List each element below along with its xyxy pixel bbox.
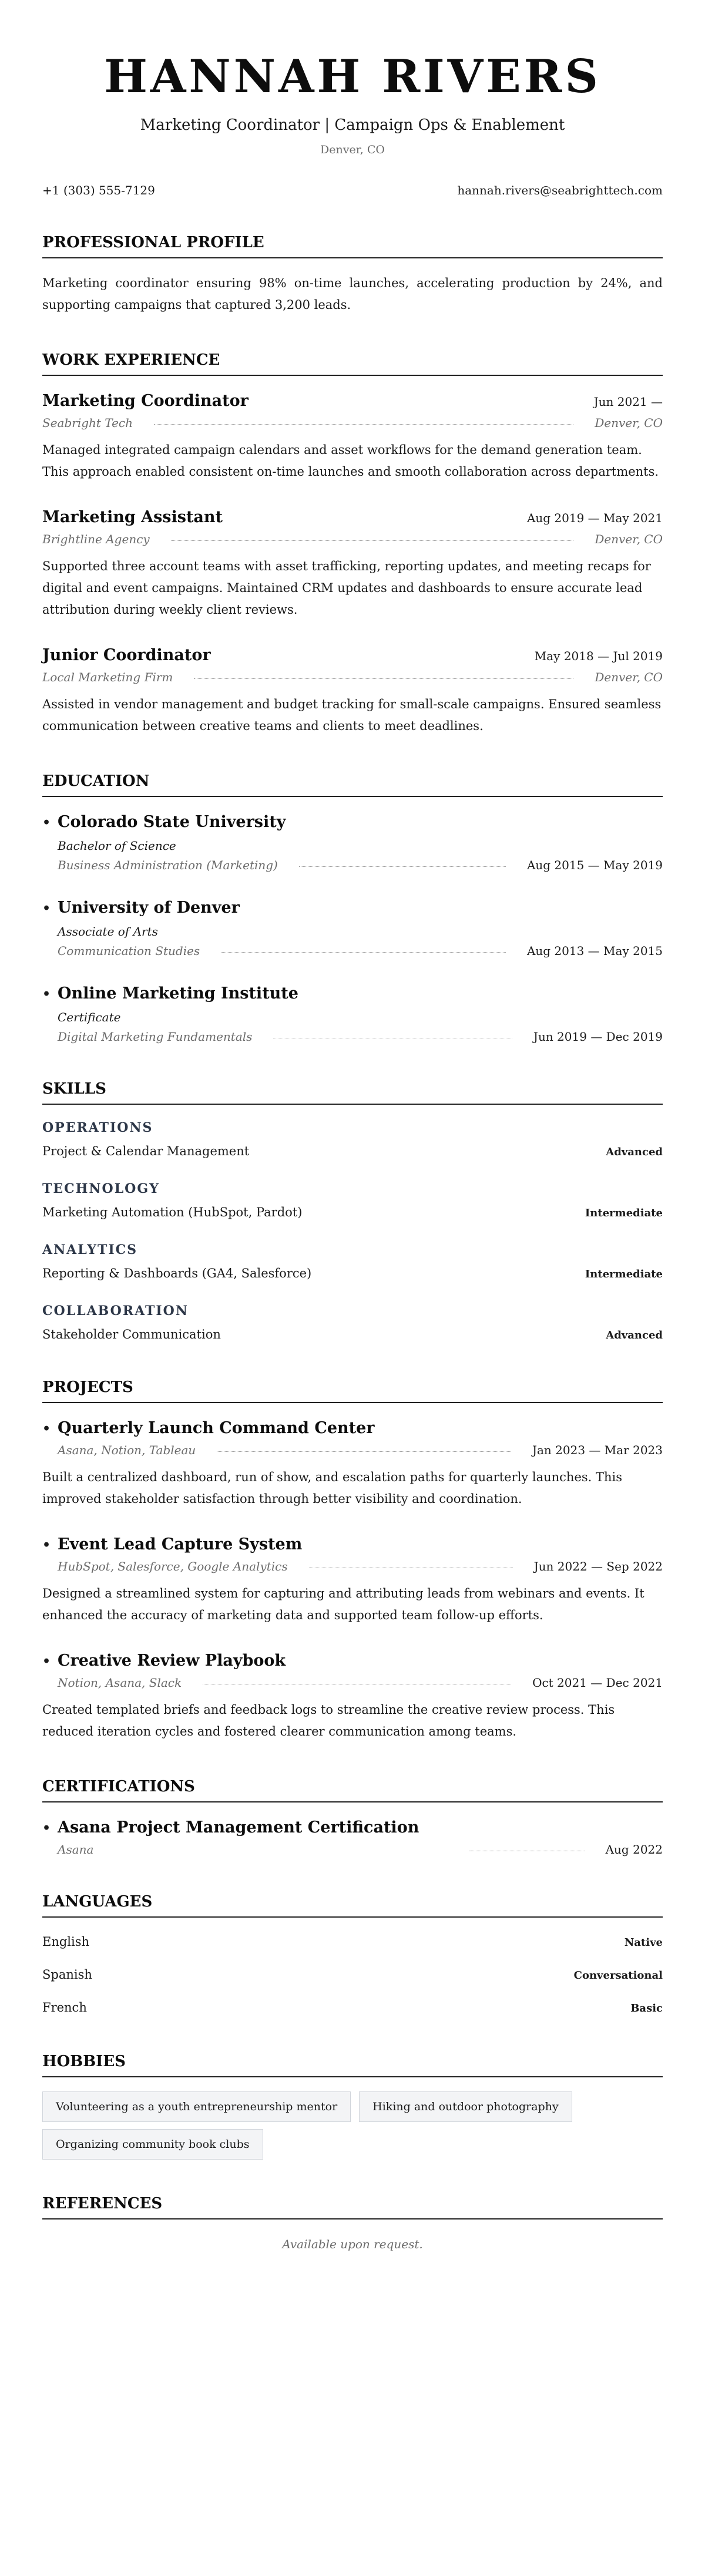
project-item <box>42 1534 663 1626</box>
certification-issuer: Asana <box>58 1842 94 1857</box>
hobby-chip: Organizing community book clubs <box>42 2129 263 2160</box>
section-profile <box>42 233 663 316</box>
section-projects <box>42 1377 663 1743</box>
skill-level: Advanced <box>606 1146 663 1158</box>
project-tools: HubSpot, Salesforce, Google Analytics <box>58 1559 288 1573</box>
experience-item <box>42 644 663 737</box>
hobby-chip: Volunteering as a youth entrepreneurship mentor <box>42 2091 351 2122</box>
dotted-leader <box>221 952 506 953</box>
company-name: Seabright Tech <box>42 416 133 430</box>
skill-level: Intermediate <box>585 1268 663 1280</box>
skill-category: ANALYTICS <box>42 1242 138 1257</box>
skill-name: Marketing Automation (HubSpot, Pardot) <box>42 1205 303 1219</box>
job-location: Denver, CO <box>595 532 663 546</box>
project-name: Creative Review Playbook <box>58 1652 286 1670</box>
section-title: WORK EXPERIENCE <box>42 350 663 376</box>
dotted-leader <box>217 1451 511 1452</box>
education-item <box>42 983 663 1045</box>
degree: Certificate <box>58 1010 121 1024</box>
section-title: EDUCATION <box>42 771 663 797</box>
bullet-icon: • <box>42 1421 51 1437</box>
experience-item <box>42 390 663 483</box>
hobby-chip: Hiking and outdoor photography <box>359 2091 572 2122</box>
skill-level: Intermediate <box>585 1207 663 1219</box>
company-name: Local Marketing Firm <box>42 670 173 684</box>
section-title: PROJECTS <box>42 1377 663 1403</box>
job-description: Managed integrated campaign calendars and asset workflows for the demand generation team. This approach enabled consistent on-time launches and smooth collaboration across departments. <box>42 443 659 479</box>
job-title: Marketing Assistant <box>42 508 223 526</box>
project-dates: Oct 2021 — Dec 2021 <box>532 1676 663 1690</box>
headline: Marketing Coordinator | Campaign Ops & Enablement <box>140 116 565 134</box>
resume-header <box>42 51 663 199</box>
skill-category: OPERATIONS <box>42 1120 153 1135</box>
field-of-study: Digital Marketing Fundamentals <box>58 1030 253 1044</box>
certification-name: Asana Project Management Certification <box>58 1818 419 1837</box>
education-item <box>42 811 663 873</box>
degree: Bachelor of Science <box>58 839 176 853</box>
section-title: SKILLS <box>42 1079 663 1105</box>
language-item <box>42 1997 663 2017</box>
language-item <box>42 1932 663 1952</box>
language-name: Spanish <box>42 1968 92 1982</box>
school-name: University of Denver <box>58 899 240 917</box>
section-title: LANGUAGES <box>42 1892 663 1918</box>
education-dates: Aug 2015 — May 2019 <box>526 858 663 872</box>
section-hobbies <box>42 2052 663 2160</box>
section-experience <box>42 350 663 737</box>
dotted-leader <box>154 424 573 425</box>
email-address[interactable]: hannah.rivers@seabrighttech.com <box>457 183 663 197</box>
bullet-icon: • <box>42 1538 51 1553</box>
skill-group <box>42 1241 663 1282</box>
dotted-leader <box>171 540 574 541</box>
section-skills <box>42 1079 663 1343</box>
skill-group <box>42 1180 663 1221</box>
dotted-leader <box>194 678 573 679</box>
skill-group <box>42 1119 663 1160</box>
language-level: Conversational <box>573 1969 663 1982</box>
language-item <box>42 1965 663 1985</box>
project-name: Quarterly Launch Command Center <box>58 1419 375 1437</box>
job-title: Marketing Coordinator <box>42 392 249 410</box>
skill-category: TECHNOLOGY <box>42 1181 160 1196</box>
skill-group <box>42 1302 663 1343</box>
skill-name: Stakeholder Communication <box>42 1327 221 1341</box>
skill-level: Advanced <box>606 1329 663 1341</box>
certification-date: Aug 2022 <box>605 1842 663 1857</box>
school-name: Online Marketing Institute <box>58 984 298 1003</box>
language-name: French <box>42 2000 87 2015</box>
certification-item <box>42 1817 663 1858</box>
education-dates: Jun 2019 — Dec 2019 <box>533 1030 663 1044</box>
project-name: Event Lead Capture System <box>58 1535 303 1553</box>
section-languages <box>42 1892 663 2017</box>
experience-item <box>42 506 663 621</box>
bullet-icon: • <box>42 1821 51 1836</box>
education-dates: Aug 2013 — May 2015 <box>526 944 663 958</box>
job-dates: Aug 2019 — May 2021 <box>526 511 663 525</box>
job-location: Denver, CO <box>595 670 663 684</box>
project-dates: Jan 2023 — Mar 2023 <box>532 1443 663 1457</box>
job-location: Denver, CO <box>595 416 663 430</box>
project-dates: Jun 2022 — Sep 2022 <box>533 1559 663 1573</box>
section-title: HOBBIES <box>42 2052 663 2077</box>
project-description: Designed a streamlined system for capturing and attributing leads from webinars and events. It enhanced the accuracy of marketing data and supported team follow-up efforts. <box>42 1586 644 1622</box>
project-description: Built a centralized dashboard, run of show, and escalation paths for quarterly launches. This improved stakeholder satisfaction through better visibility and coordination. <box>42 1470 623 1506</box>
project-item <box>42 1650 663 1743</box>
education-item <box>42 897 663 959</box>
project-description: Created templated briefs and feedback logs to streamline the creative review process. This reduced iteration cycles and fostered clearer communication among teams. <box>42 1703 615 1738</box>
section-title: REFERENCES <box>42 2194 663 2219</box>
header-location: Denver, CO <box>320 143 385 156</box>
hobby-list <box>42 2091 663 2160</box>
bullet-icon: • <box>42 901 51 916</box>
section-education <box>42 771 663 1045</box>
degree: Associate of Arts <box>58 924 158 939</box>
skill-category: COLLABORATION <box>42 1303 189 1319</box>
profile-summary: Marketing coordinator ensuring 98% on-time launches, accelerating production by 24%, and supporting campaigns that captured 3,200 leads. <box>42 276 663 312</box>
dotted-leader <box>299 866 506 867</box>
project-item <box>42 1417 663 1510</box>
school-name: Colorado State University <box>58 813 286 831</box>
job-dates: May 2018 — Jul 2019 <box>534 649 663 663</box>
job-description: Supported three account teams with asset trafficking, reporting updates, and meeting recaps for digital and event campaigns. Maintained CRM updates and dashboards to ensure accurate lead attribution during weekly client reviews. <box>42 559 651 617</box>
job-description: Assisted in vendor management and budget tracking for small-scale campaigns. Ensured seamless communication between creative teams and clients to meet deadlines. <box>42 697 662 733</box>
bullet-icon: • <box>42 987 51 1002</box>
phone-number[interactable]: +1 (303) 555-7129 <box>42 183 155 197</box>
field-of-study: Business Administration (Marketing) <box>58 858 278 872</box>
skill-name: Reporting & Dashboards (GA4, Salesforce) <box>42 1266 312 1280</box>
project-tools: Notion, Asana, Slack <box>58 1676 182 1690</box>
language-level: Native <box>624 1936 663 1949</box>
project-tools: Asana, Notion, Tableau <box>58 1443 196 1457</box>
company-name: Brightline Agency <box>42 532 150 546</box>
section-title: CERTIFICATIONS <box>42 1777 663 1802</box>
bullet-icon: • <box>42 815 51 830</box>
skill-name: Project & Calendar Management <box>42 1144 250 1158</box>
references-note: Available upon request. <box>282 2237 423 2251</box>
job-dates: Jun 2021 — <box>593 395 663 409</box>
job-title: Junior Coordinator <box>42 646 211 664</box>
bullet-icon: • <box>42 1654 51 1669</box>
section-title: PROFESSIONAL PROFILE <box>42 233 663 258</box>
contact-row <box>42 182 663 199</box>
field-of-study: Communication Studies <box>58 944 200 958</box>
section-references <box>42 2194 663 2251</box>
language-name: English <box>42 1935 90 1949</box>
section-certifications <box>42 1777 663 1858</box>
language-level: Basic <box>630 2002 663 2015</box>
candidate-name: HANNAH RIVERS <box>104 50 601 103</box>
